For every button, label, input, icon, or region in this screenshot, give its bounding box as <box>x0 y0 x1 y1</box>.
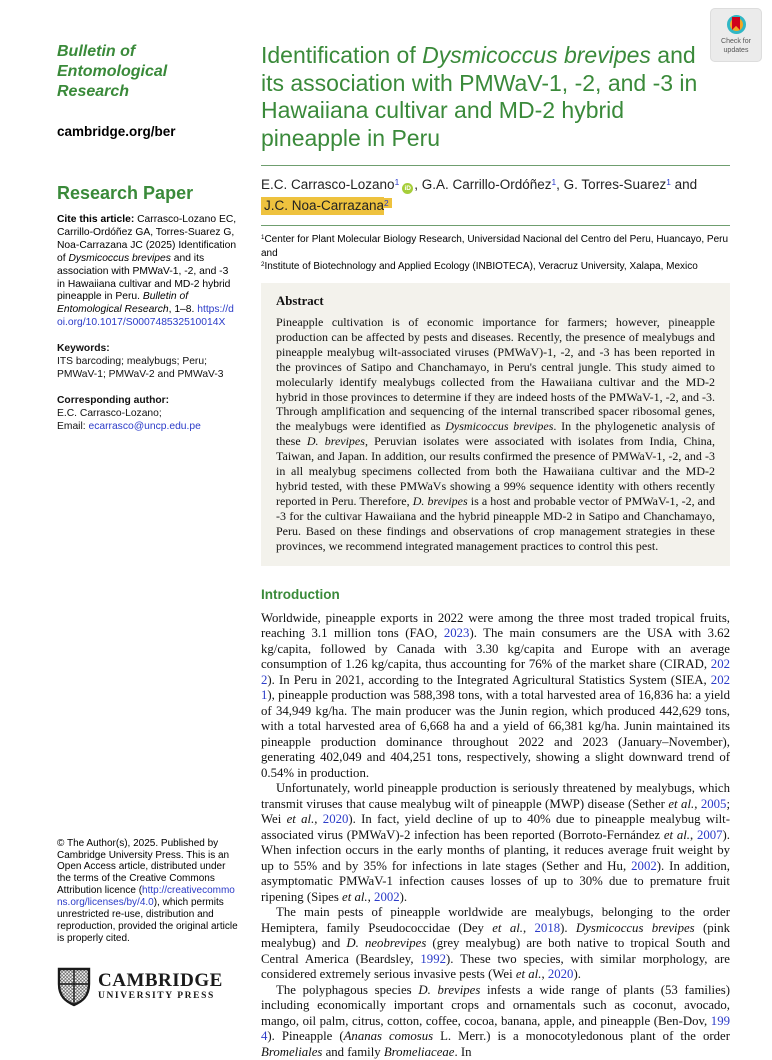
text-segment: ). These two species, with similar morphology, are considered extremely serious invasive pests (Wei <box>261 952 730 982</box>
text-segment: et al. <box>342 890 368 904</box>
paragraph <box>261 983 730 1060</box>
text-segment: Identification of <box>261 42 422 68</box>
text-segment: ; Wei <box>261 797 730 827</box>
crossmark-icon <box>727 15 746 34</box>
article-title <box>261 42 713 152</box>
text-segment: ). In addition, asymptomatic PMWaV-1 infection causes losses of up to 30% due to premature fruit ripening (Sipes <box>261 859 730 904</box>
copyright-notice <box>57 838 239 945</box>
text-link[interactable]: 2007 <box>697 828 723 842</box>
text-segment: ). <box>560 921 576 935</box>
text-segment: ). <box>573 967 580 981</box>
text-segment: , <box>694 797 701 811</box>
text-segment: ). In fact, yield decline of up to 40% due to pineapple mealybug wilt-associated virus (PMWaV)-2 infection has been reported (Borroto-Fernández <box>261 812 730 842</box>
abstract-box <box>261 283 730 566</box>
email-label: Email: <box>57 421 88 432</box>
ref-superscript[interactable]: 1 <box>666 177 671 187</box>
text-link[interactable]: 2023 <box>444 626 470 640</box>
keywords-block <box>57 343 239 382</box>
corresponding-author-block <box>57 395 239 434</box>
text-segment: , <box>314 812 323 826</box>
text-segment: Research <box>57 83 129 100</box>
text-segment: , <box>690 828 697 842</box>
text-segment: Unfortunately, world pineapple production is seriously threatened by mealybugs, which transmit viruses that cause mealybug wilt of pineapple (MWP) disease (Sether <box>261 781 730 811</box>
affiliations <box>261 233 730 274</box>
text-segment: et al. <box>287 812 315 826</box>
check-for-updates-badge[interactable] <box>710 8 762 62</box>
paragraph <box>261 905 730 983</box>
ref-superscript: 1 <box>261 234 264 241</box>
publisher-name: CAMBRIDGE <box>98 971 223 991</box>
text-segment: and family <box>322 1045 383 1059</box>
abstract-heading: Abstract <box>276 294 715 309</box>
journal-url[interactable]: cambridge.org/ber <box>57 124 239 139</box>
corresponding-email-line <box>57 421 239 434</box>
text-segment: D. neobrevipes <box>346 936 426 950</box>
text-segment: ), which permits unrestricted re-use, distribution and reproduction, provided the original article is properly cited. <box>57 897 238 944</box>
text-segment: D. brevipes <box>418 983 480 997</box>
bookmark-ribbon-icon <box>732 17 740 30</box>
email-link[interactable]: ecarrasco@uncp.edu.pe <box>88 421 200 432</box>
cambridge-university-press-logo <box>57 967 239 1007</box>
text-segment: Bromeliales <box>261 1045 322 1059</box>
text-segment: Pineapple cultivation is of economic importance for farmers; however, pineapple production can be affected by pests and diseases. Recently, the presence of mealybugs and pineapple mealybug wilt-associated viruses (PMWaV)-1, -2, and -3 has been reported in the provinces of Satipo and Chanchamayo, in Peru's central jungle. This study aimed to molecularly identify mealybugs collected from the Hawaiiana cultivar and the MD-2 hybrid in those provinces to determine if they are indeed hosts of the PMWaV-1, -2, and -3. Through amplification and sequencing of the internal transcribed spacer ribosomal genes, the mealybugs were identified as <box>276 315 715 433</box>
text-segment: The polyphagous species <box>276 983 418 997</box>
text-segment: Bulletin of Entomological <box>57 43 167 80</box>
check-for-updates-label <box>721 38 751 55</box>
text-segment: , Peruvian isolates were associated with isolates from India, China, Taiwan, and Japan. In addition, our results confirmed the presence of PMWaV-1, -2, and -3 in all mealybug specimens collected from both the Hawaiiana cultivar and the MD-2 hybrid tested, with these PMWaVs showing a 99% sequence identity with others recently reported in Peru. Therefore, <box>276 434 715 508</box>
ref-superscript[interactable]: 1 <box>552 177 557 187</box>
cambridge-shield-icon <box>57 967 91 1007</box>
text-segment: D. brevipes <box>307 434 365 448</box>
corresponding-author-name: E.C. Carrasco-Lozano; <box>57 408 239 421</box>
text-link[interactable]: 2022 <box>261 657 730 687</box>
text-segment: . In <box>454 1045 471 1059</box>
text-segment: © The Author(s), 2025. Published by Cambridge University Press. This is an Open Access article, distributed under the terms of the Creative Commons Attribution licence ( <box>57 838 229 897</box>
paragraph <box>261 781 730 905</box>
text-segment: L. Merr.) is a monocotyledonous plant of the order <box>433 1029 730 1043</box>
text-link[interactable]: 2018 <box>535 921 561 935</box>
introduction-heading: Introduction <box>261 587 730 602</box>
text-segment: Dysmicoccus brevipes <box>445 419 553 433</box>
badge-line-2: updates <box>724 47 749 54</box>
text-link[interactable]: http://creativecommons.org/licenses/by/4.0 <box>57 885 235 908</box>
text-segment: (grey mealybug) are both native to tropical South and Central America (Beardsley, <box>261 936 730 966</box>
keywords-text: ITS barcoding; mealybugs; Peru; PMWaV-1; PMWaV-2 and PMWaV-3 <box>57 356 239 382</box>
text-segment: , <box>541 967 547 981</box>
paragraph <box>261 611 730 782</box>
introduction-body <box>261 611 730 1060</box>
text-link[interactable]: 1994 <box>261 1014 730 1044</box>
text-segment: ). Pineapple ( <box>267 1029 343 1043</box>
text-segment: E.C. Carrasco-Lozano <box>261 177 395 192</box>
text-segment: , <box>523 921 535 935</box>
text-segment: D. brevipes <box>413 494 468 508</box>
text-segment: et al. <box>492 921 523 935</box>
text-segment: infests a wide range of plants (53 families) including economically important crops and ornamentals such as coconut, avocado, mango, oil palm, citrus, cotton, coffee, cocoa, banana, apple, and pineapple (Ben-Dov, <box>261 983 730 1028</box>
text-segment: and <box>671 177 697 192</box>
text-segment: Ananas comosus <box>344 1029 433 1043</box>
article-main <box>261 42 730 1060</box>
text-segment: ). The main consumers are the USA with 3.62 kg/capita, followed by Canada with 3.30 kg/capita and Europe with an average consumption of 1.26 kg/capita, thus accounting for 76% of the market share (CIRAD, <box>261 626 730 671</box>
text-segment: , G.A. Carrillo-Ordóñez <box>414 177 551 192</box>
text-segment: et al. <box>668 797 694 811</box>
cite-this-article <box>57 214 239 330</box>
text-segment: and its association with PMWaV-1, -2, and -3 in Hawaiiana cultivar and MD-2 hybrid pineapple in Peru <box>261 42 697 151</box>
text-segment: Bulletin of Entomological Research <box>57 291 188 315</box>
text-segment: and its association with PMWaV-1, -2, and -3 in Hawaiiana cultivar and MD-2 hybrid pineapple in Peru. <box>57 253 230 303</box>
journal-title <box>57 42 239 102</box>
text-link[interactable]: 2021 <box>261 673 730 703</box>
text-segment: Worldwide, pineapple exports in 2022 were among the three most traded tropical fruits, reaching 3.1 million tons (FAO, <box>261 611 730 641</box>
section-label: Research Paper <box>57 183 239 204</box>
badge-line-1: Check for <box>721 38 751 45</box>
text-segment: Dysmicoccus brevipes <box>68 253 170 264</box>
text-segment: Carrasco-Lozano EC, Carrillo-Ordóñez GA, Torres-Suarez G, Noa-Carrazana JC (2025) Identification of <box>57 214 236 264</box>
text-segment: is a host and probable vector of PMWaV-1, -2, and -3 for the cultivar Hawaiiana and the hybrid pineapple MD-2 in Satipo and Chanchamayo, Peru. Based on these findings and observations of crop management strategies in these provinces, we recommend integrated management practices to control this pest. <box>276 494 715 553</box>
text-segment: et al. <box>664 828 690 842</box>
text-link[interactable]: 2005 <box>701 797 727 811</box>
orcid-icon[interactable]: iD <box>402 183 413 194</box>
ref-superscript[interactable]: 2 <box>384 198 392 208</box>
keywords-label: Keywords: <box>57 343 239 356</box>
text-segment: J.C. Noa-Carrazana <box>261 197 384 215</box>
abstract-text <box>276 315 715 554</box>
text-link[interactable]: 2020 <box>323 812 349 826</box>
sidebar <box>57 42 239 1060</box>
divider <box>261 225 730 226</box>
text-segment: ), pineapple production was 588,398 tons, with a total harvested area of 16,836 ha: a yield of 34,949 kg/ha. The main producer was the Junin region, which produced 442,629 tons, with a total harvested area of 6,668 ha and a yield of 66,381 kg/ha. Junin maintained its pineapple production dominance throughout 2022 and 2023 (January–November), generating 402,049 and 404,251 tons, respectively, showing a slight downward trend of 0.54% in production. <box>261 688 730 780</box>
text-link[interactable]: https://doi.org/10.1017/S000748532510014X <box>57 304 234 328</box>
text-segment: Dysmicoccus brevipes <box>422 42 651 68</box>
text-segment: The main pests of pineapple worldwide are mealybugs, belonging to the order Hemiptera, family Pseudococcidae (Dey <box>261 905 730 935</box>
text-segment: et al. <box>516 967 542 981</box>
publisher-subname: UNIVERSITY PRESS <box>98 991 223 1002</box>
text-segment: ). When infection occurs in the early months of planting, it reduces average fruit weight by up to 55% and by 35% for infections in late stages (Sether and Hu, <box>261 828 730 873</box>
publisher-wordmark <box>98 971 223 1002</box>
text-segment: . In the phylogenetic analysis of these <box>276 419 715 448</box>
text-segment: Dysmicoccus brevipes <box>576 921 695 935</box>
text-segment: Cite this article: <box>57 214 137 225</box>
corresponding-author-label: Corresponding author: <box>57 395 239 408</box>
text-link[interactable]: 2002 <box>631 859 657 873</box>
text-segment: , G. Torres-Suarez <box>556 177 666 192</box>
text-segment: Institute of Biotechnology and Applied Ecology (INBIOTECA), Veracruz University, Xalapa, Mexico <box>264 261 697 272</box>
text-segment: Bromeliaceae <box>384 1045 455 1059</box>
text-segment: ). <box>400 890 407 904</box>
text-segment: ). In Peru in 2021, according to the Integrated Agricultural Statistics System (SIEA, <box>267 673 710 687</box>
text-link[interactable]: 2002 <box>374 890 400 904</box>
author-list <box>261 166 730 225</box>
text-link[interactable]: 1992 <box>420 952 446 966</box>
text-segment: (pink mealybug) and <box>261 921 730 951</box>
text-segment: Center for Plant Molecular Biology Research, Universidad Nacional del Centro del Peru, Huancayo, Peru and <box>261 234 728 259</box>
text-segment: , 1–8. <box>169 304 198 315</box>
text-link[interactable]: 2020 <box>548 967 574 981</box>
ref-superscript: 2 <box>261 261 264 268</box>
ref-superscript[interactable]: 1 <box>395 177 400 187</box>
text-segment: , <box>368 890 374 904</box>
